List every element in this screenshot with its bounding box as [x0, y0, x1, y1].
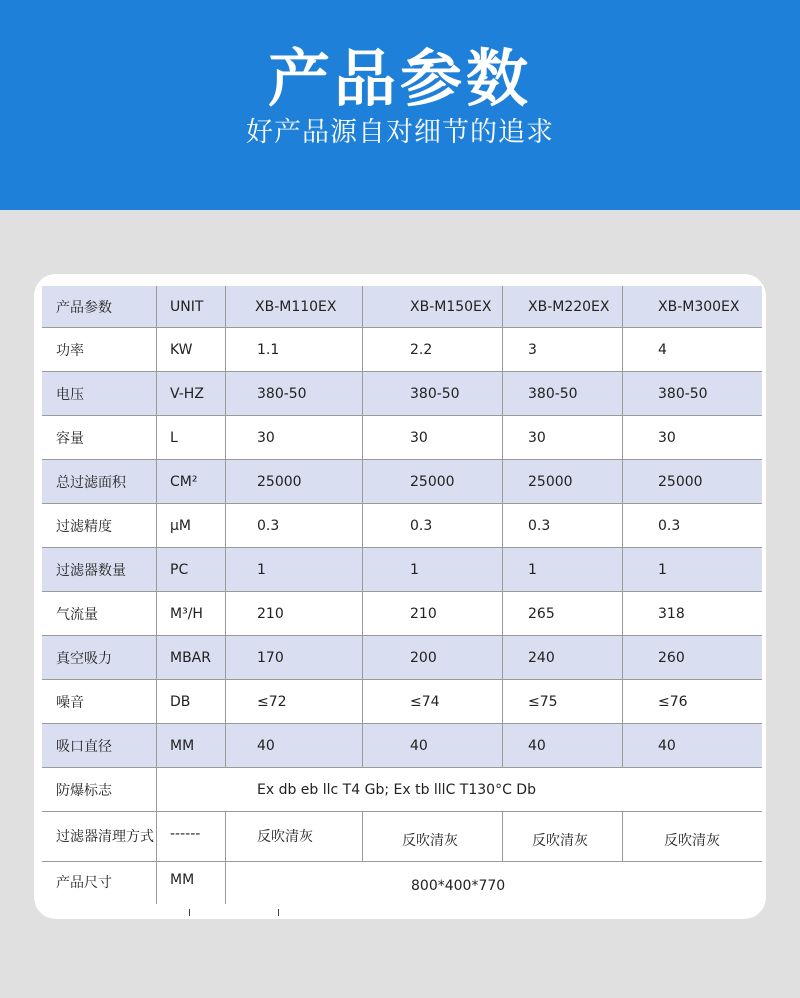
value-cell: 380-50	[257, 386, 307, 402]
param-unit: MM	[170, 872, 195, 888]
value-cell: 0.3	[658, 518, 681, 534]
value-cell: 260	[658, 650, 685, 666]
header-cell: XB-M150EX	[410, 299, 492, 315]
value-cell: 25000	[257, 474, 302, 490]
param-unit: V-HZ	[170, 386, 204, 402]
param-name: 吸口直径	[56, 739, 112, 755]
filter-cleaning-row	[42, 812, 762, 862]
value-cell: 25000	[658, 474, 703, 490]
value-cell: 210	[410, 606, 437, 622]
value-cell: 30	[410, 430, 428, 446]
value-cell: 0.3	[257, 518, 280, 534]
header-cell: 产品参数	[56, 300, 112, 316]
page-title: 产品参数	[267, 42, 532, 115]
table-row	[42, 328, 762, 372]
table-row	[42, 504, 762, 548]
value-cell: 1.1	[257, 342, 280, 358]
value-cell: 200	[410, 650, 437, 666]
explosion-proof-row	[42, 768, 762, 812]
header-banner	[0, 0, 800, 210]
value-cell: ≤72	[257, 694, 287, 710]
value-cell: 1	[257, 562, 266, 578]
param-name: 过滤器清理方式	[56, 829, 154, 845]
header-cell: UNIT	[170, 299, 204, 315]
column-divider	[622, 286, 623, 768]
value-cell: 反吹清灰	[257, 829, 313, 845]
size-value: 800*400*770	[411, 878, 506, 894]
value-cell: 25000	[528, 474, 573, 490]
param-name: 过滤精度	[56, 519, 112, 535]
value-cell: 1	[528, 562, 537, 578]
param-unit: MM	[170, 738, 195, 754]
param-unit: μM	[170, 518, 191, 534]
param-unit: L	[170, 430, 178, 446]
value-cell: 0.3	[528, 518, 551, 534]
tick-mark	[189, 909, 190, 916]
table-row	[42, 636, 762, 680]
value-cell: 4	[658, 342, 667, 358]
value-cell: 0.3	[410, 518, 433, 534]
value-cell: 380-50	[658, 386, 708, 402]
column-divider	[225, 812, 226, 862]
header-cell: XB-M220EX	[528, 299, 610, 315]
value-cell: 380-50	[410, 386, 460, 402]
param-unit: CM²	[170, 474, 198, 490]
value-cell: 210	[257, 606, 284, 622]
column-divider	[502, 812, 503, 862]
value-cell: 1	[658, 562, 667, 578]
value-cell: 40	[658, 738, 676, 754]
param-name: 噪音	[56, 695, 84, 711]
table-row	[42, 548, 762, 592]
page-subtitle: 好产品源自对细节的追求	[246, 117, 554, 148]
param-unit: DB	[170, 694, 191, 710]
value-cell: ≤76	[658, 694, 688, 710]
column-divider	[225, 862, 226, 904]
param-name: 真空吸力	[56, 651, 112, 667]
param-name: 总过滤面积	[56, 475, 126, 491]
table-row	[42, 680, 762, 724]
table-row	[42, 592, 762, 636]
param-unit: KW	[170, 342, 193, 358]
value-cell: 170	[257, 650, 284, 666]
value-cell: 40	[257, 738, 275, 754]
column-divider	[502, 286, 503, 768]
column-divider	[622, 812, 623, 862]
value-cell: 2.2	[410, 342, 433, 358]
param-name: 功率	[56, 343, 84, 359]
value-cell: 25000	[410, 474, 455, 490]
value-cell: 反吹清灰	[664, 833, 720, 849]
header-cell: XB-M110EX	[255, 299, 337, 315]
value-cell: 3	[528, 342, 537, 358]
param-name: 电压	[56, 387, 84, 403]
param-unit: ------	[170, 826, 201, 842]
tick-mark	[278, 909, 279, 916]
value-cell: 1	[410, 562, 419, 578]
table-row	[42, 416, 762, 460]
param-unit: MBAR	[170, 650, 211, 666]
param-unit: PC	[170, 562, 189, 578]
value-cell: 380-50	[528, 386, 578, 402]
value-cell: 30	[658, 430, 676, 446]
value-cell: 318	[658, 606, 685, 622]
table-row	[42, 724, 762, 768]
param-name: 气流量	[56, 607, 98, 623]
param-name: 容量	[56, 431, 84, 447]
column-divider	[362, 286, 363, 768]
column-divider	[156, 286, 157, 904]
value-cell: 40	[410, 738, 428, 754]
value-cell: 30	[257, 430, 275, 446]
value-cell: 240	[528, 650, 555, 666]
param-unit: M³/H	[170, 606, 203, 622]
value-cell: 40	[528, 738, 546, 754]
table-row	[42, 460, 762, 504]
column-divider	[362, 812, 363, 862]
param-name: 过滤器数量	[56, 563, 126, 579]
header-cell: XB-M300EX	[658, 299, 740, 315]
value-cell: 265	[528, 606, 555, 622]
value-cell: ≤74	[410, 694, 440, 710]
explosion-proof-value: Ex db eb llc T4 Gb; Ex tb lllC T130°C Db	[257, 782, 536, 798]
value-cell: 反吹清灰	[402, 833, 458, 849]
size-row	[42, 862, 762, 904]
param-name: 防爆标志	[56, 783, 112, 799]
column-divider	[225, 286, 226, 768]
table-row	[42, 372, 762, 416]
value-cell: 30	[528, 430, 546, 446]
value-cell: ≤75	[528, 694, 558, 710]
table-header-row	[42, 286, 762, 328]
param-name: 产品尺寸	[56, 875, 112, 891]
value-cell: 反吹清灰	[532, 833, 588, 849]
